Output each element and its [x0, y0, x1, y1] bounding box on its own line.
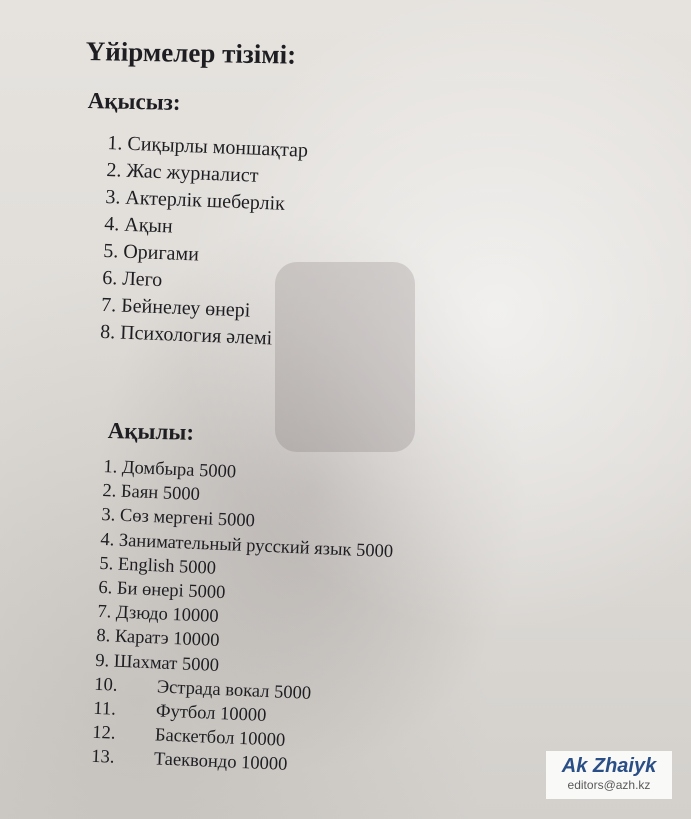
list-item: 4. Ақын [103, 212, 174, 238]
list-item: 3. Актерлік шеберлік [105, 185, 286, 215]
watermark-email: editors@azh.kz [567, 778, 651, 792]
list-item: 5. Оригами [102, 239, 200, 266]
list-item: 9. Шахмат 5000 [94, 650, 220, 676]
paid-clubs-list [91, 455, 397, 782]
paid-section-heading: Ақылы: [107, 418, 195, 445]
list-item: 1. Сиқырлы моншақтар [107, 131, 309, 162]
list-item: 7. Дзюдо 10000 [96, 602, 220, 628]
list-item: 7. Бейнелеу өнері [100, 293, 251, 322]
list-item: 2. Жас журналист [106, 158, 259, 187]
list-item: 10. Эстрада вокал 5000 [93, 674, 312, 704]
free-section-heading: Ақысыз: [87, 88, 181, 115]
free-clubs-list [100, 130, 309, 354]
list-item: 2. Баян 5000 [102, 481, 201, 506]
list-item: 6. Лего [101, 266, 163, 292]
watermark [546, 751, 672, 799]
list-item: 12. Баскетбол 10000 [91, 722, 286, 752]
list-item: 5. English 5000 [99, 553, 217, 579]
list-item: 13. Таеквондо 10000 [90, 747, 288, 776]
list-item: 11. Футбол 10000 [92, 698, 267, 727]
page-title: Үйірмелер тізімі: [85, 36, 297, 70]
list-item: 1. Домбыра 5000 [103, 456, 237, 483]
list-item: 8. Каратэ 10000 [95, 626, 220, 652]
list-item: 6. Би өнері 5000 [98, 577, 226, 604]
list-item: 8. Психология әлемі [99, 320, 273, 350]
list-item: 3. Сөз мергені 5000 [101, 505, 256, 532]
list-item: 4. Занимательный русский язык 5000 [100, 529, 394, 562]
watermark-brand: Ak Zhaiyk [561, 755, 657, 777]
